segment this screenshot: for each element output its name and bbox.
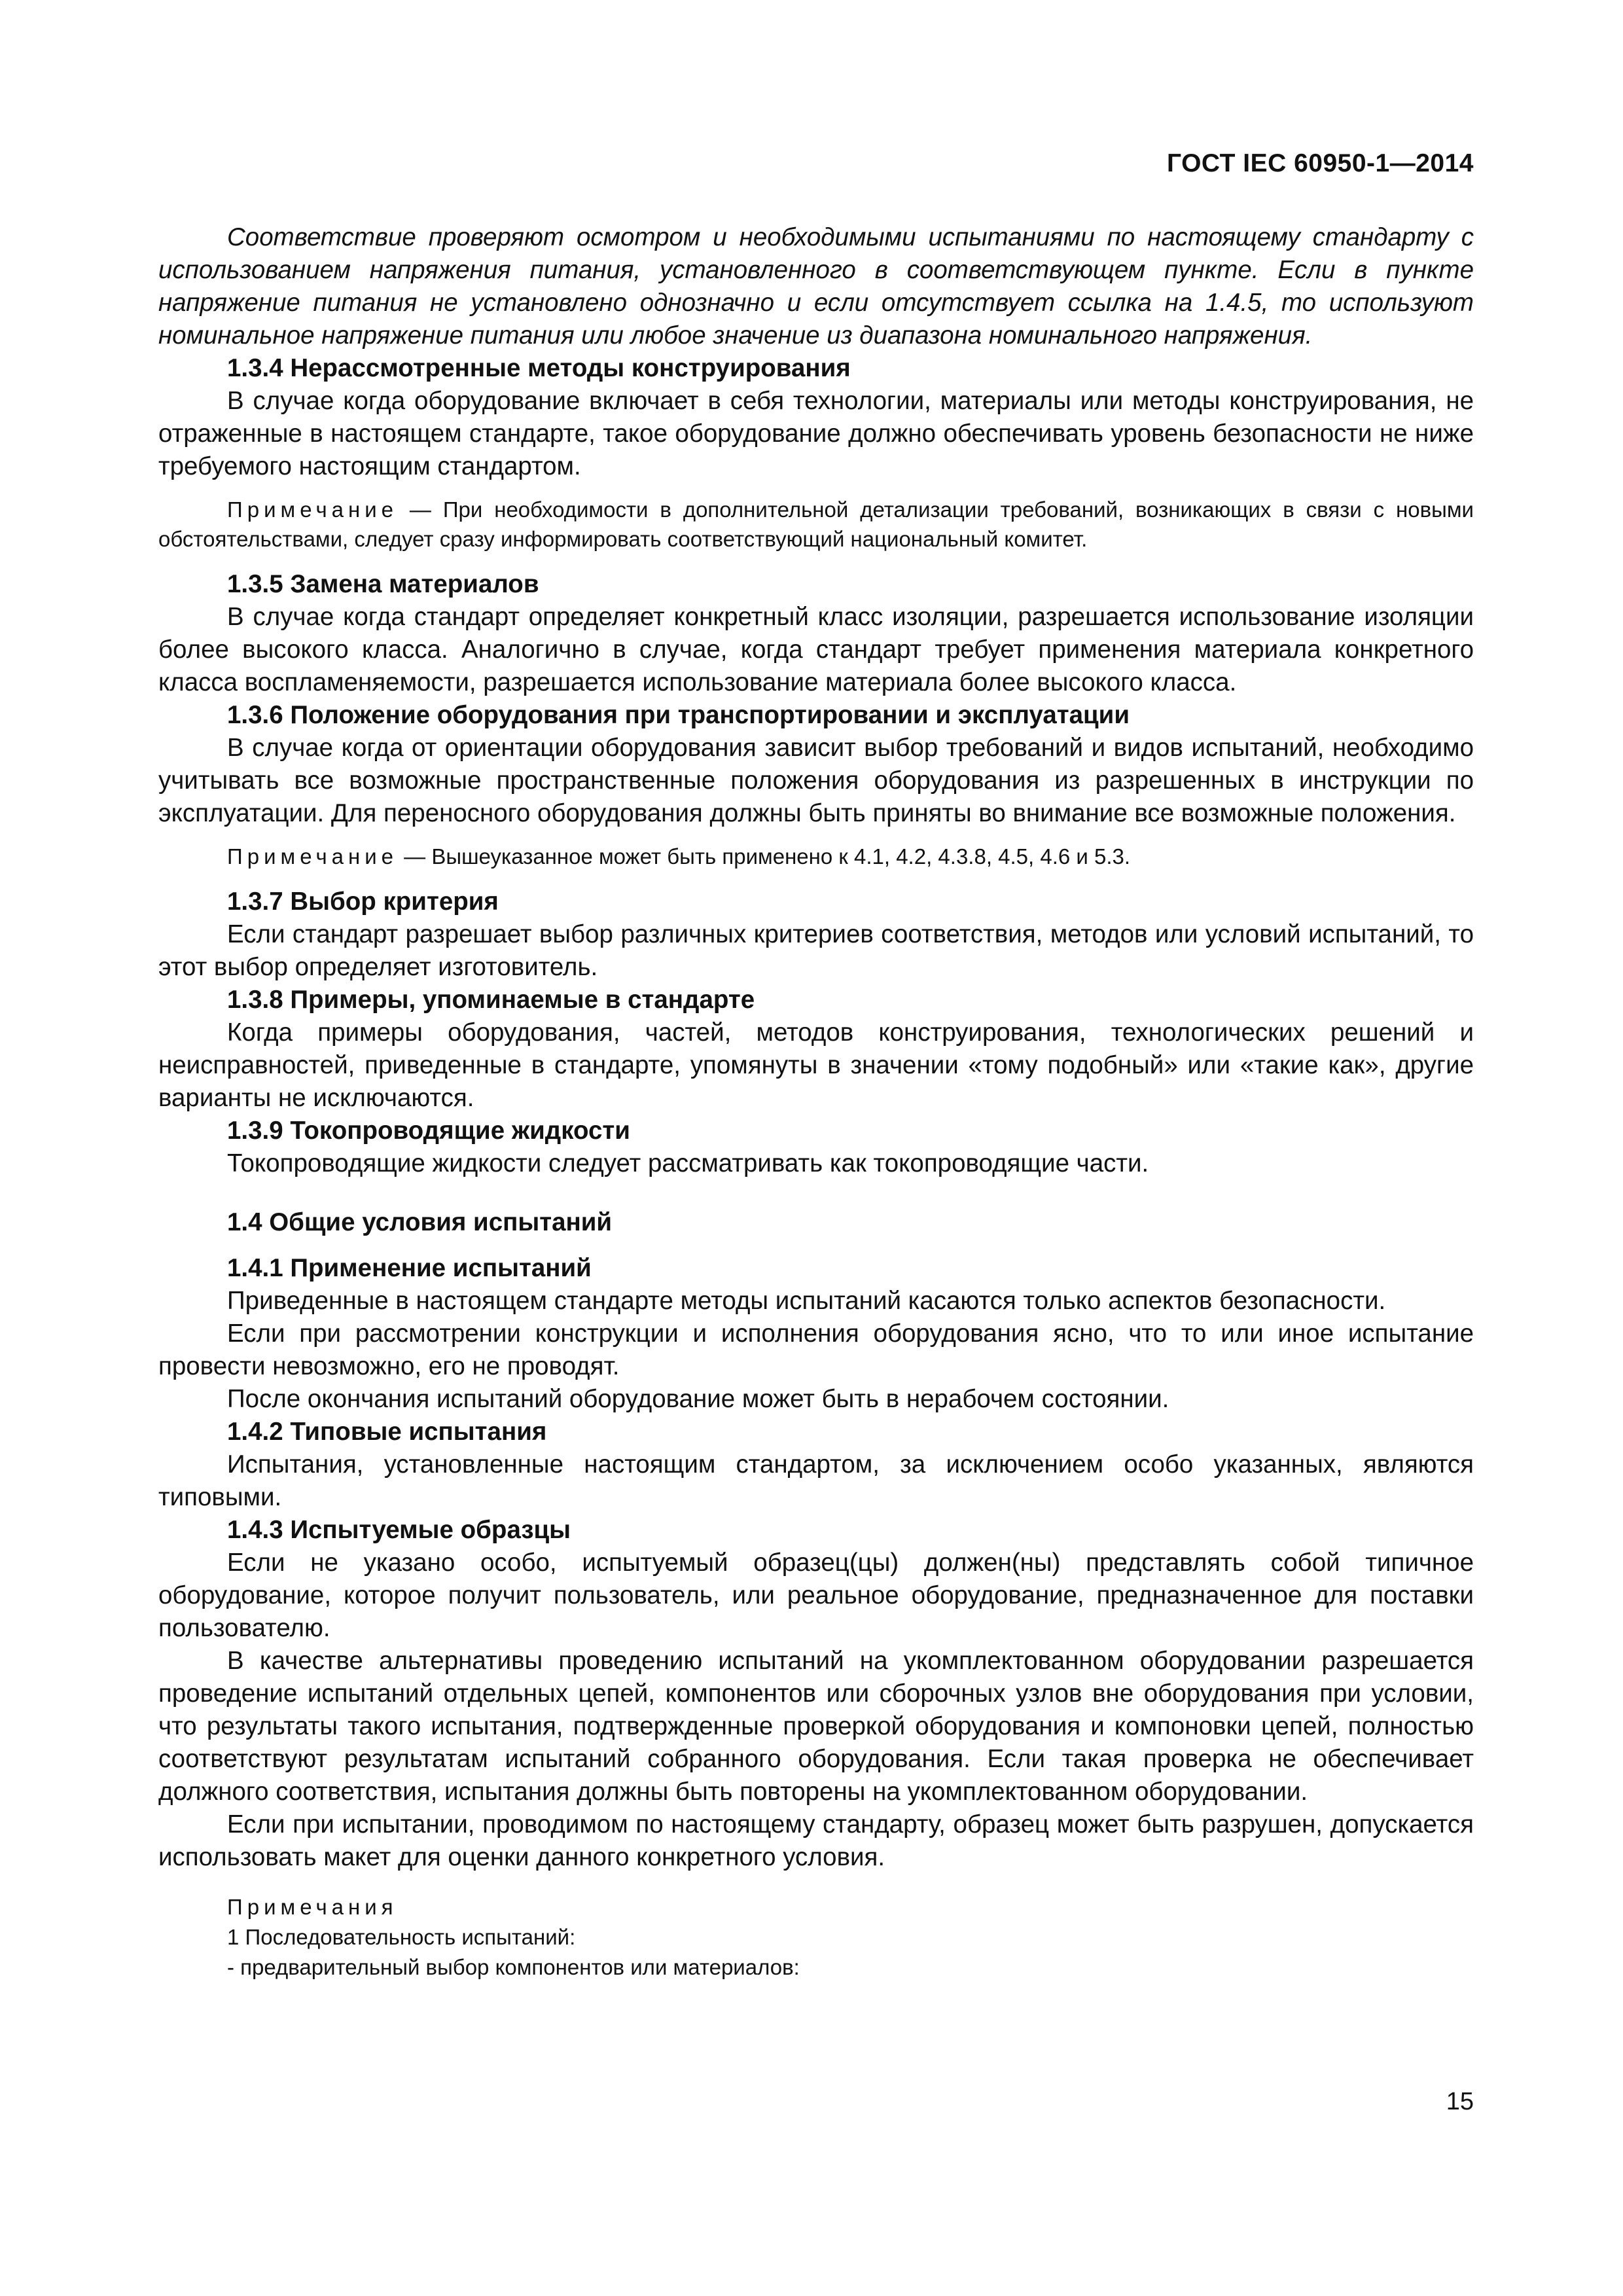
section-1-3-5-heading: 1.3.5 Замена материалов: [227, 570, 539, 598]
section-1-4-1-text-b: Если при рассмотрении конструкции и исполнения оборудования ясно, что то или иное испытание провести невозможно, его не проводят.: [158, 1319, 1474, 1380]
section-1-3-5-text: В случае когда стандарт определяет конкретный класс изоляции, разрешается использование изоляции более высокого класса. Аналогично в случае, когда стандарт требует применения материала конкретного класса воспламеняемости, разрешается использование материала более высокого класса.: [158, 603, 1474, 696]
section-1-4-1-text-a: Приведенные в настоящем стандарте методы испытаний касаются только аспектов безопасности.: [227, 1287, 1386, 1315]
document-id-header: ГОСТ IEC 60950-1—2014: [1166, 149, 1474, 177]
page-number: 15: [1446, 2088, 1474, 2115]
section-1-3-4-text: В случае когда оборудование включает в себя технологии, материалы или методы конструирования, не отраженные в настоящем стандарте, такое оборудование должно обеспечивать уровень безопасности не ниже требуемого настоящим стандартом.: [158, 387, 1474, 480]
note-text: — Вышеуказанное может быть применено к 4.1, 4.2, 4.3.8, 4.5, 4.6 и 5.3.: [398, 844, 1131, 869]
section-1-4-1-text-c: После окончания испытаний оборудование может быть в нерабочем состоянии.: [227, 1385, 1169, 1413]
section-1-4-3-text-b: В качестве альтернативы проведению испытаний на укомплектованном оборудовании разрешается проведение испытаний отдельных цепей, компонентов или сборочных узлов вне оборудования при условии, что результаты такого испытания, подтвержденные проверкой оборудования и компоновки цепей, полностью соответствуют результатам испытаний собранного оборудования. Если такая проверка не обеспечивает должного соответствия, испытания должны быть повторены на укомплектованном оборудовании.: [158, 1647, 1474, 1806]
section-1-4-2-heading: 1.4.2 Типовые испытания: [227, 1418, 547, 1446]
section-1-4-3-text-c: Если при испытании, проводимом по настоящему стандарту, образец может быть разрушен, допускается использовать макет для оценки данного конкретного условия.: [158, 1810, 1474, 1871]
section-1-4-3-text-a: Если не указано особо, испытуемый образец(цы) должен(ны) представлять собой типичное оборудование, которое получит пользователь, или реальное оборудование, предназначенное для поставки пользователю.: [158, 1549, 1474, 1642]
section-1-3-4-note: [158, 495, 1474, 554]
note-text: — При необходимости в дополнительной детализации требований, возникающих в связи с новыми обстоятельствами, следует сразу информировать соответствующий национальный комитет.: [158, 497, 1474, 551]
section-1-4-heading: 1.4 Общие условия испытаний: [227, 1208, 613, 1236]
document-page: [158, 0, 1474, 2296]
note-label: Примечание: [227, 844, 399, 869]
section-1-3-6-note: [158, 842, 1474, 871]
section-1-3-7-text: Если стандарт разрешает выбор различных критериев соответствия, методов или условий испытаний, то этот выбор определяет изготовитель.: [158, 920, 1474, 981]
section-1-3-8-text: Когда примеры оборудования, частей, методов конструирования, технологических решений и неисправностей, приведенные в стандарте, упомянуты в значении «тому подобный» или «такие как», другие варианты не исключаются.: [158, 1018, 1474, 1112]
notes-item-1: 1 Последовательность испытаний:: [227, 1925, 576, 1949]
compliance-paragraph: Соответствие проверяют осмотром и необходимыми испытаниями по настоящему стандарту с использованием напряжения питания, установленного в соответствующем пункте. Если в пункте напряжение питания не установлено однозначно и если отсутствует ссылка на 1.4.5, то используют номинальное напряжение питания или любое значение из диапазона номинального напряжения.: [158, 223, 1474, 350]
section-1-3-4-heading: 1.3.4 Нерассмотренные методы конструирования: [227, 354, 851, 382]
section-1-4-1-heading: 1.4.1 Применение испытаний: [227, 1254, 592, 1282]
section-1-3-6-heading: 1.3.6 Положение оборудования при транспортировании и эксплуатации: [227, 701, 1130, 729]
section-1-4-3-heading: 1.4.3 Испытуемые образцы: [227, 1516, 571, 1544]
notes-item-2: - предварительный выбор компонентов или материалов:: [227, 1955, 800, 1979]
section-1-4-2-text: Испытания, установленные настоящим стандартом, за исключением особо указанных, являются типовыми.: [158, 1450, 1474, 1511]
section-1-3-9-text: Токопроводящие жидкости следует рассматривать как токопроводящие части.: [227, 1149, 1149, 1177]
notes-title: Примечания: [227, 1895, 398, 1919]
note-label: Примечание: [227, 497, 399, 522]
section-1-3-8-heading: 1.3.8 Примеры, упоминаемые в стандарте: [227, 986, 755, 1014]
section-1-3-9-heading: 1.3.9 Токопроводящие жидкости: [227, 1117, 630, 1145]
document-body: [158, 221, 1474, 1982]
section-1-3-6-text: В случае когда от ориентации оборудования зависит выбор требований и видов испытаний, необходимо учитывать все возможные пространственные положения оборудования из разрешенных в инструкции по эксплуатации. Для переносного оборудования должны быть приняты во внимание все возможные положения.: [158, 734, 1474, 827]
notes-block: [158, 1892, 1474, 1982]
section-1-3-7-heading: 1.3.7 Выбор критерия: [227, 888, 499, 916]
